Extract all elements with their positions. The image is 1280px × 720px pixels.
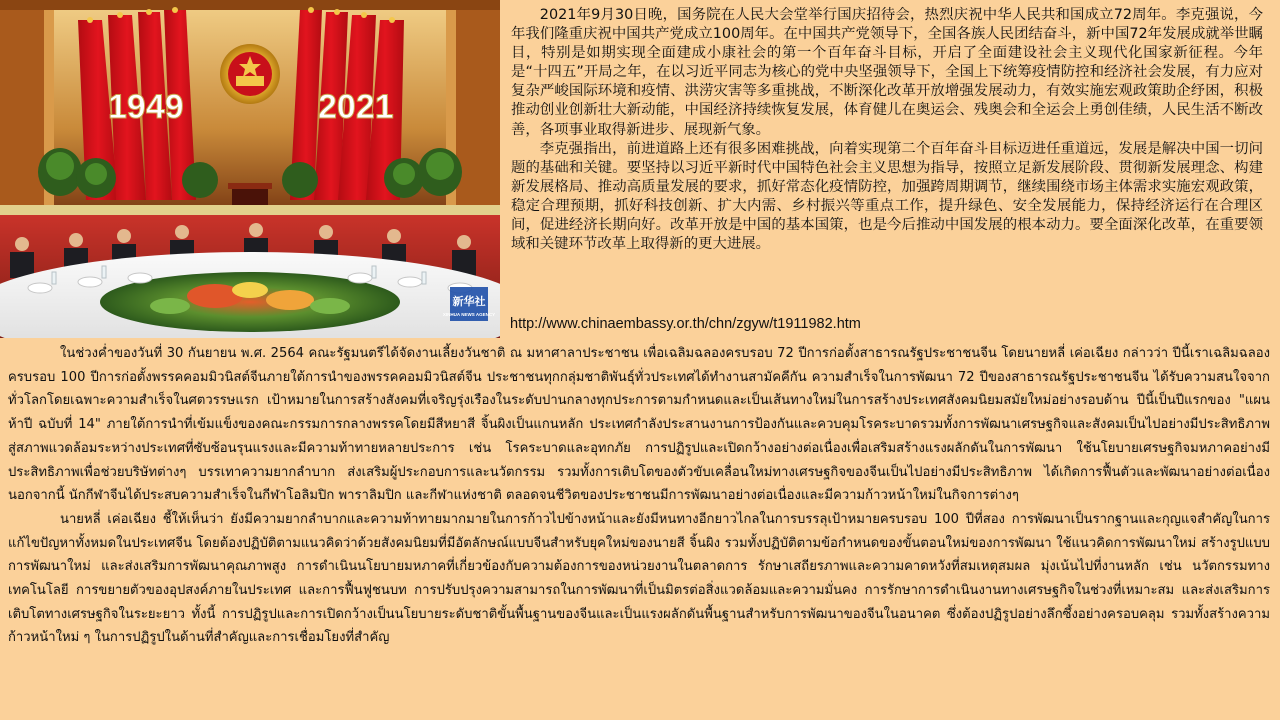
watermark-subtext: XINHUA NEWS AGENCY: [442, 312, 496, 317]
xinhua-watermark-logo: [443, 287, 495, 321]
chinese-paragraph-2: 李克强指出，前进道路上还有很多困难挑战，向着实现第二个百年奋斗目标迈进任重道远，发展是解决中国一切问题的基础和关键。要坚持以习近平新时代中国特色社会主义思想为指导，按照立足新发展阶段、贯彻新发展理念、构建新发展格局、推动高质量发展的要求，抓好常态化疫情防控，加强跨周期调节，继续围绕市场主体需求实施宏观政策，稳定合理预期，抓好科技创新、扩大内需、乡村振兴等重点工作，提升绿色、安全发展能力，保持经济运行在合理区间，促进经济长期向好。改革开放是中国的基本国策，也是今后推动中国发展的根本动力。要全面深化改革，在重要领域和关键环节改革上取得新的更大进展。: [511, 140, 1263, 253]
banner-year-1949: 1949: [108, 88, 184, 126]
banner-year-2021: 2021: [318, 88, 394, 126]
thai-article: [8, 342, 1270, 650]
watermark-text: 新华社: [452, 296, 486, 308]
reception-photo: [0, 0, 500, 338]
thai-paragraph-1: ในช่วงค่ำของวันที่ 30 กันยายน พ.ศ. 2564 คณะรัฐมนตรีได้จัดงานเลี้ยงวันชาติ ณ มหาศาลาประชาชน เพื่อเฉลิมฉลองครบรอบ 72 ปีการก่อตั้งสาธารณรัฐประชาชนจีน โดยนายหลี่ เค่อเฉียง กล่าวว่า ปีนี้เราเฉลิมฉลองครบรอบ 100 ปีการก่อตั้งพรรคคอมมิวนิสต์จีนภายใต้การนำของพรรคคอมมิวนิสต์จีน ประชาชนทุกกลุ่มชาติพันธุ์ทั่วประเทศได้ทำงานสามัคคีกัน ความสำเร็จในการพัฒนา 72 ปีของสาธารณรัฐประชาชนจีน ได้รับความสนใจจากทั่วโลกโดยเฉพาะความสำเร็จในศตวรรษแรก เป้าหมายในการสร้างสังคมที่เจริญรุ่งเรืองในระดับปานกลางทุกประการตามกำหนดและเป็นเส้นทางใหม่ในการสร้างประเทศสังคมนิยมสมัยใหม่อย่างรอบด้าน ปีนี้เป็นปีแรกของ "แผนห้าปี ฉบับที่ 14" ภายใต้การนำที่เข้มแข็งของคณะกรรมการกลางพรรคโดยมีสีหยาสี จิ้นผิงเป็นแกนหลัก ประเทศกำลังประสานงานการป้องกันและควบคุมโรคระบาดรวมทั้งการพัฒนาเศรษฐกิจและสังคมเป็นไปอย่างมีประสิทธิภาพ สู่สภาพแวดล้อมระหว่างประเทศที่ซับซ้อนรุนแรงและมีความท้าทายหลายประการ เช่น โรคระบาดและอุทกภัย การปฏิรูปและเปิดกว้างอย่างต่อเนื่องเพื่อเสริมสร้างแรงผลักดันในการพัฒนา ใช้นโยบายเศรษฐกิจมหภาคอย่างมีประสิทธิภาพเพื่อช่วยบริษัทต่างๆ บรรเทาความยากลำบาก ส่งเสริมผู้ประกอบการและนวัตกรรม รวมทั้งการเติบโตของตัวขับเคลื่อนใหม่ทางเศรษฐกิจของจีนเป็นไปอย่างมีประสิทธิภาพ ได้เกิดการฟื้นตัวและพัฒนาอย่างต่อเนื่อง นอกจากนี้ นักกีฬาจีนได้ประสบความสำเร็จในกีฬาโอลิมปิก พาราลิมปิก และกีฬาแห่งชาติ ตลอดจนชีวิตของประชาชนมีการพัฒนาอย่างต่อเนื่องและมีความก้าวหน้าใหม่ในกิจการต่างๆ: [8, 346, 1270, 504]
source-url-link[interactable]: http://www.chinaembassy.or.th/chn/zgyw/t1911982.htm: [510, 316, 861, 332]
thai-paragraph-2: นายหลี่ เค่อเฉียง ชี้ให้เห็นว่า ยังมีความยากลำบากและความท้าทายมากมายในการก้าวไปข้างหน้าและยังมีหนทางอีกยาวไกลในการบรรลุเป้าหมายครบรอบ 100 ปีที่สอง การพัฒนาเป็นรากฐานและกุญแจสำคัญในการแก้ไขปัญหาทั้งหมดในประเทศจีน โดยต้องปฏิบัติตามแนวคิดว่าด้วยสังคมนิยมที่มีอัตลักษณ์แบบจีนสำหรับยุคใหม่ของนายสี จิ้นผิง รวมทั้งปฏิบัติตามข้อกำหนดของขั้นตอนใหม่ของการพัฒนา ใช้แนวคิดการพัฒนาใหม่ สร้างรูปแบบการพัฒนาใหม่ และส่งเสริมการพัฒนาคุณภาพสูง การดำเนินนโยบายมหภาคที่เกี่ยวข้องกับความต้องการของหน่วยงานในตลาดการ รักษาเสถียรภาพและความคาดหวังที่สมเหตุสมผล มุ่งเน้นไปที่งานหลัก เช่น นวัตกรรมทางเทคโนโลยี การขยายตัวของอุปสงค์ภายในประเทศ และการฟื้นฟูชนบท การปรับปรุงความสามารถในการพัฒนาที่เป็นมิตรต่อสิ่งแวดล้อมและความมั่นคง การรักษาการดำเนินงานทางเศรษฐกิจในช่วงที่เหมาะสม และส่งเสริมการเติบโตทางเศรษฐกิจในระยะยาว ทั้งนี้ การปฏิรูปและการเปิดกว้างเป็นนโยบายระดับชาติขั้นพื้นฐานของจีนและเป็นแรงผลักดันพื้นฐานสำหรับการพัฒนาของจีนในอนาคต ซึ่งต้องปฏิรูปอย่างลึกซึ้งอย่างครอบคลุม รวมทั้งสร้างความก้าวหน้าใหม่ ๆ ในการปฏิรูปในด้านที่สำคัญและการเชื่อมโยงที่สำคัญ: [8, 511, 1270, 646]
chinese-paragraph-1: 2021年9月30日晚，国务院在人民大会堂举行国庆招待会，热烈庆祝中华人民共和国成立72周年。李克强说，今年我们隆重庆祝中国共产党成立100周年。在中国共产党领导下，全国各族人民团结奋斗，新中国72年发展成就举世瞩目，特别是如期实现全面建成小康社会的第一个百年奋斗目标，开启了全面建设社会主义现代化国家新征程。今年是“十四五”开局之年，在以习近平同志为核心的党中央坚强领导下，全国上下统筹疫情防控和经济社会发展，有力应对复杂严峻国际环境和疫情、洪涝灾害等多重挑战，不断深化改革开放增强发展动力，有效实施宏观政策助企纾困，积极推动创业创新壮大新动能，中国经济持续恢复发展，体育健儿在奥运会、残奥会和全运会上勇创佳绩，人民生活不断改善，各项事业取得新进步、展现新气象。: [511, 7, 1263, 138]
chinese-article: [511, 6, 1263, 254]
